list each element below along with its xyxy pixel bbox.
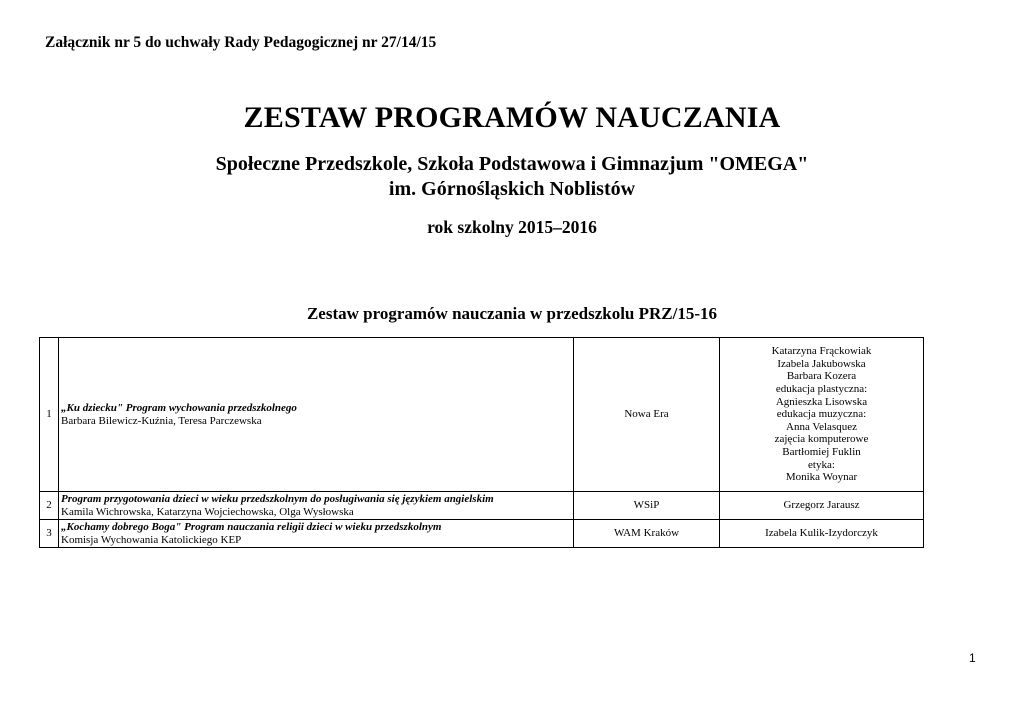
- school-name-line-1: Społeczne Przedszkole, Szkoła Podstawowa i Gimnazjum "OMEGA": [215, 153, 809, 175]
- teacher-line: Bartłomiej Fuklin: [782, 445, 861, 458]
- program-title: Program przygotowania dzieci w wieku przedszkolnym do posługiwania się językiem angielskim: [61, 492, 494, 505]
- teachers-cell: [720, 492, 924, 520]
- program-authors: Barbara Bilewicz-Kuźnia, Teresa Parczewska: [61, 414, 262, 427]
- row-number: 1: [40, 338, 59, 492]
- program-title: „Ku dziecku" Program wychowania przedszkolnego: [61, 401, 297, 414]
- table-row: [40, 492, 924, 520]
- teacher-line: Grzegorz Jarausz: [783, 499, 860, 512]
- publisher-cell: Nowa Era: [574, 338, 720, 492]
- school-name-line-2: im. Górnośląskich Noblistów: [388, 178, 636, 200]
- teacher-line: Barbara Kozera: [786, 370, 857, 383]
- attachment-line: Załącznik nr 5 do uchwały Rady Pedagogicznej nr 27/14/15: [45, 34, 437, 51]
- school-name: [0, 152, 1024, 202]
- teacher-line: Agnieszka Lisowska: [775, 395, 868, 408]
- teacher-line: Anna Velasquez: [786, 420, 857, 433]
- teacher-line: etyka:: [808, 458, 835, 471]
- program-cell: [59, 520, 574, 548]
- programs-table: [39, 337, 924, 548]
- program-cell: [59, 338, 574, 492]
- row-number: 3: [40, 520, 59, 548]
- table-row: [40, 338, 924, 492]
- teacher-line: zajęcia komputerowe: [774, 433, 869, 446]
- school-year: rok szkolny 2015–2016: [427, 217, 597, 237]
- teacher-line: Katarzyna Frąckowiak: [771, 345, 872, 358]
- page-title: ZESTAW PROGRAMÓW NAUCZANIA: [243, 101, 781, 134]
- publisher-cell: WSiP: [574, 492, 720, 520]
- teachers-cell: [720, 338, 924, 492]
- teacher-line: edukacja muzyczna:: [776, 408, 867, 421]
- teachers-cell: [720, 520, 924, 548]
- program-authors: Komisja Wychowania Katolickiego KEP: [61, 533, 242, 546]
- teacher-line: Izabela Jakubowska: [777, 357, 866, 370]
- teacher-line: Izabela Kulik-Izydorczyk: [765, 527, 878, 540]
- section-title: Zestaw programów nauczania w przedszkolu PRZ/15-16: [306, 304, 718, 323]
- program-title: „Kochamy dobrego Boga" Program nauczania religii dzieci w wieku przedszkolnym: [61, 520, 442, 533]
- publisher-cell: WAM Kraków: [574, 520, 720, 548]
- row-number: 2: [40, 492, 59, 520]
- teacher-line: edukacja plastyczna:: [775, 383, 868, 396]
- teacher-line: Monika Woynar: [785, 471, 858, 484]
- table-row: [40, 520, 924, 548]
- page-number: 1: [969, 651, 976, 665]
- program-authors: Kamila Wichrowska, Katarzyna Wojciechowska, Olga Wysłowska: [61, 505, 354, 518]
- program-cell: [59, 492, 574, 520]
